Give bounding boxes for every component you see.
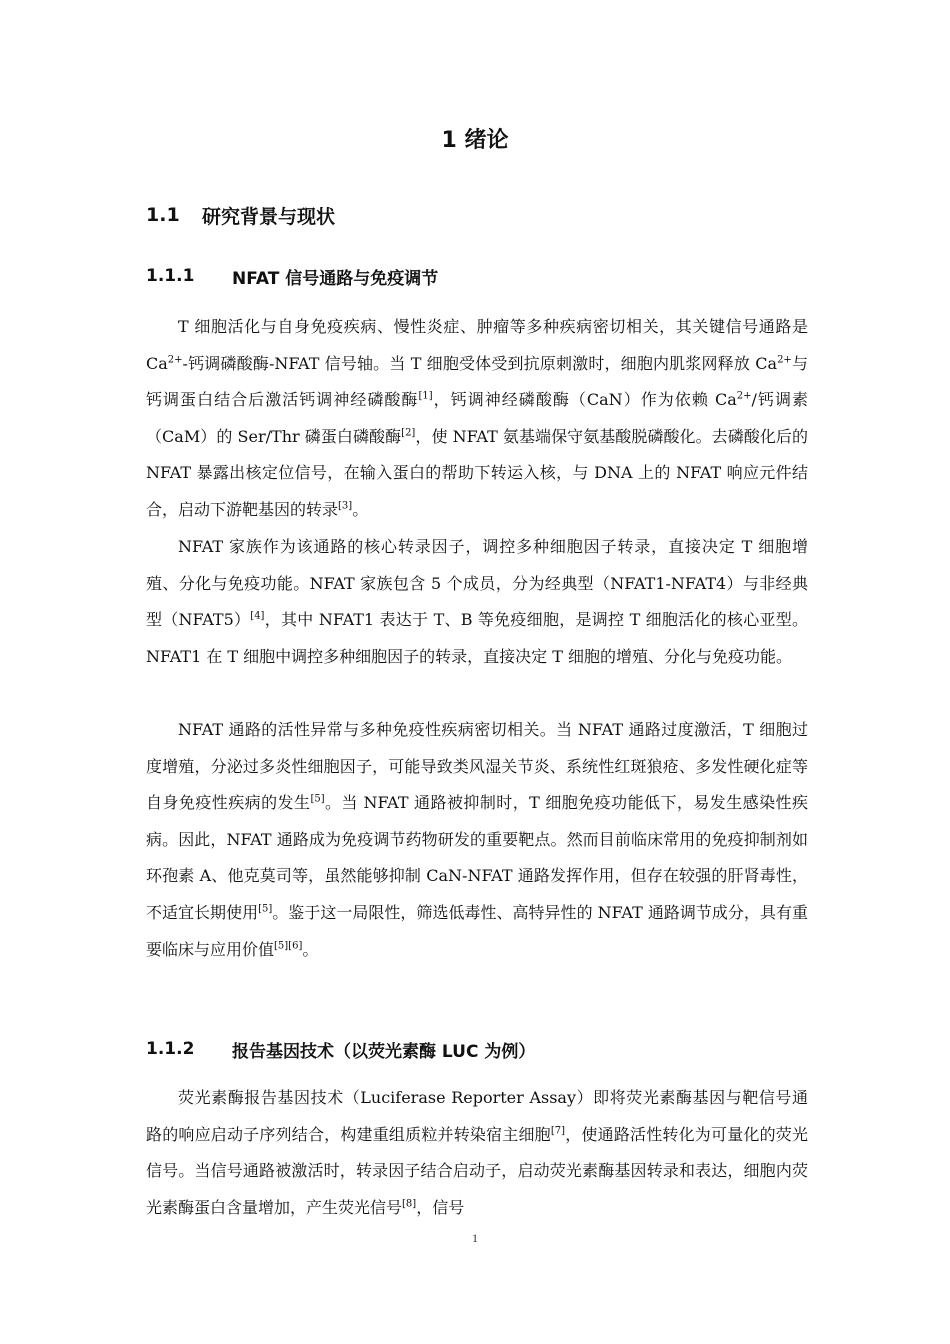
citation: [5] [258,903,273,915]
citation: [4] [250,610,265,622]
citation: [8] [402,1198,417,1210]
page-number: 1 [472,1231,478,1245]
section-title: 报告基因技术（以荧光素酶 LUC 为例） [232,1041,536,1062]
section-number: 1.1.1 [146,266,195,286]
citation: [5] [310,793,325,805]
chapter-title: 1 绪论 [441,128,509,153]
paragraph-1: T 细胞活化与自身免疫疾病、慢性炎症、肿瘤等多种疾病密切相关，其关键信号通路是 $Ca^{2+}-$钙调磷酸酶-NFAT 信号轴。当 T 细胞受体受到抗原刺激时，细胞内肌浆网释放 $Ca^{2+}$与钙调蛋白结合后激活钙调神经磷酸酶[1]，钙调神经磷酸酶（CaN）作为依赖 $Ca^{2+}/$钙调素（CaM）的 Ser/Thr 磷蛋白磷酸酶[2]，使 NFAT 氨基端保守氨基酸脱磷酸化。去磷酸化后的 NFAT 暴露出核定位信号，在输入蛋白的帮助下转运入核，与 DNA 上的 NFAT 响应元件结合，启动下游靶基因的转录[3]。 [146,317,808,519]
section-number: 1.1.2 [146,1039,195,1059]
section-heading-1-1-1 [146,260,438,292]
section-title: 研究背景与现状 [202,205,336,228]
section-number: 1.1 [146,204,180,226]
citation: [1] [418,390,433,402]
citation: [2] [401,427,416,439]
section-heading-1-1 [146,198,335,232]
paragraph-3: NFAT 通路的活性异常与多种免疫性疾病密切相关。当 NFAT 通路过度激活，T 细胞过度增殖，分泌过多炎性细胞因子，可能导致类风湿关节炎、系统性红斑狼疮、多发性硬化症等自身免疫性疾病的发生[5]。当 NFAT 通路被抑制时，T 细胞免疫功能低下，易发生感染性疾病。因此，NFAT 通路成为免疫调节药物研发的重要靶点。然而目前临床常用的免疫抑制剂如环孢素 A、他克莫司等，虽然能够抑制 CaN-NFAT 通路发挥作用，但存在较强的肝肾毒性，不适宜长期使用[5]。鉴于这一局限性，筛选低毒性、高特异性的 NFAT 通路调节成分，具有重要临床与应用价值[5][6]。 [146,720,808,959]
paragraph-2: NFAT 家族作为该通路的核心转录因子，调控多种细胞因子转录，直接决定 T 细胞增殖、分化与免疫功能。NFAT 家族包含 5 个成员，分为经典型（NFAT1-NFAT4）与非经典型（NFAT5）[4]，其中 NFAT1 表达于 T、B 等免疫细胞，是调控 T 细胞活化的核心亚型。NFAT1 在 T 细胞中调控多种细胞因子的转录，直接决定 T 细胞的增殖、分化与免疫功能。 [146,537,808,666]
citation: [3] [338,500,353,512]
section-title: NFAT 信号通路与免疫调节 [232,268,439,289]
section-heading-1-1-2 [146,1033,535,1065]
citation: [5][6] [274,940,303,952]
citation: [7] [550,1125,566,1137]
paragraph-4: 荧光素酶报告基因技术（Luciferase Reporter Assay）即将荧光素酶基因与靶信号通路的响应启动子序列结合，构建重组质粒并转染宿主细胞[7]，使通路活性转化为可量化的荧光信号。当信号通路被激活时，转录因子结合启动子，启动荧光素酶基因转录和表达，细胞内荧光素酶蛋白含量增加，产生荧光信号[8]，信号 [146,1088,808,1217]
